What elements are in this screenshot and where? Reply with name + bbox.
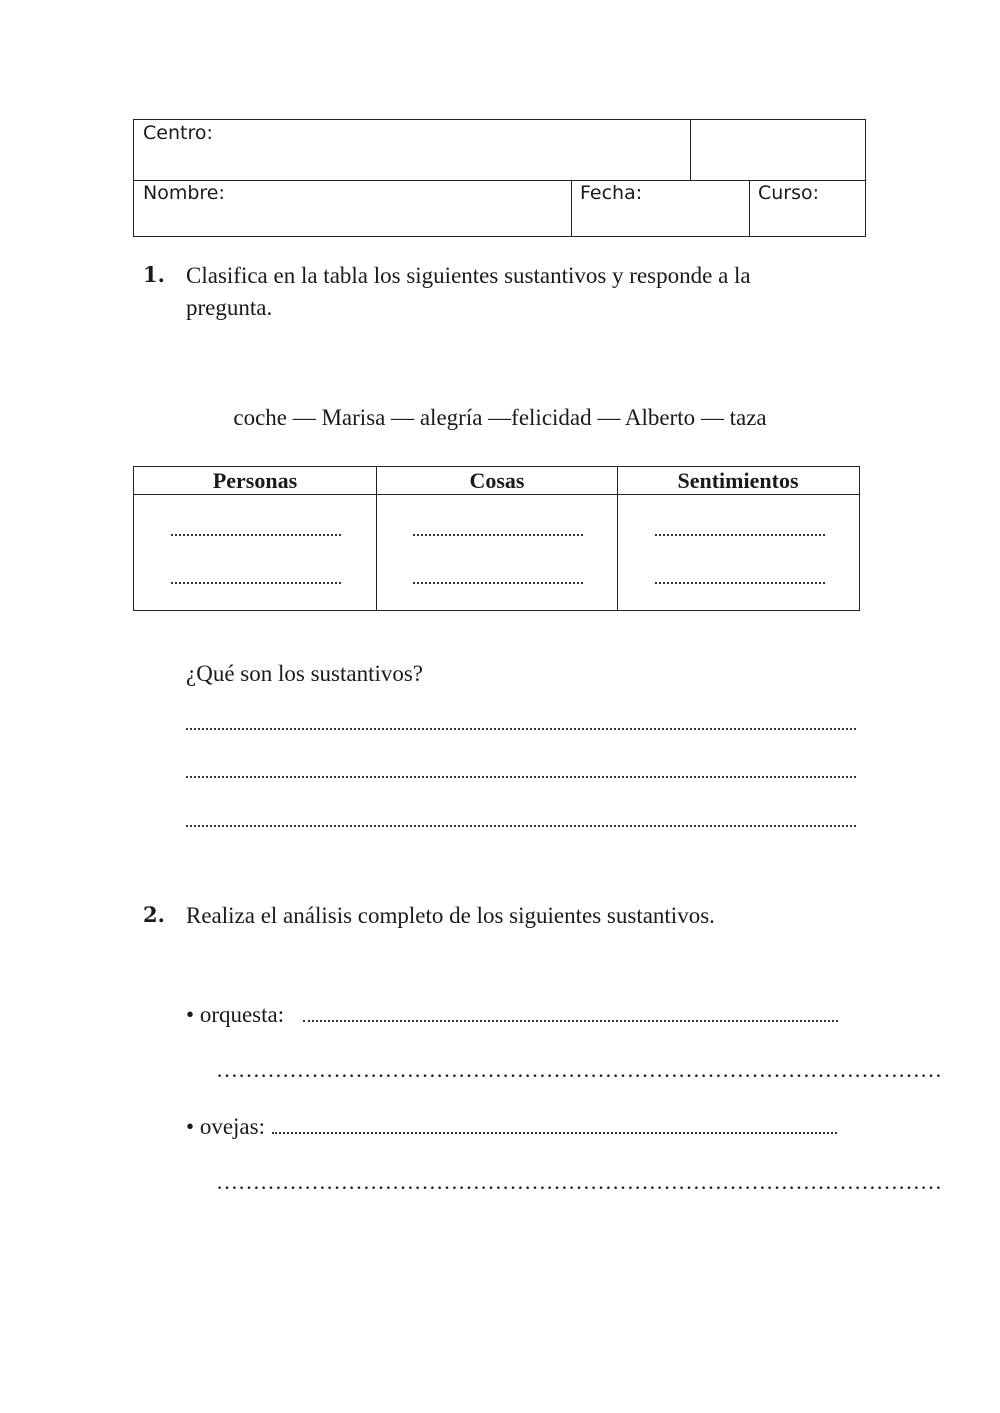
exercise-1-number: 1. — [143, 262, 165, 287]
item-label-orquesta: orquesta: — [199, 1002, 285, 1027]
curso-field[interactable] — [749, 180, 865, 236]
continuation-line-ovejas[interactable]: ……………………………………………………………………………………… — [216, 1169, 942, 1194]
answer-line-1[interactable] — [186, 728, 856, 730]
bullet: • — [186, 1002, 195, 1027]
item-orquesta — [186, 999, 284, 1031]
continuation-line-orquesta[interactable]: ……………………………………………………………………………………… — [216, 1057, 942, 1082]
column-header-personas: Personas — [212, 468, 298, 493]
answer-line-ovejas[interactable] — [272, 1132, 837, 1134]
exercise-2-number: 2. — [143, 902, 165, 927]
bullet: • — [186, 1114, 195, 1139]
answer-blank-personas-1[interactable] — [171, 534, 341, 536]
item-ovejas — [186, 1111, 265, 1143]
question-text: ¿Qué son los sustantivos? — [186, 661, 424, 686]
instruction-line-1: Clasifica en la tabla los siguientes sustantivos y responde a la — [186, 263, 751, 288]
answer-line-2[interactable] — [186, 776, 856, 778]
answer-blank-sentimientos-2[interactable] — [655, 582, 825, 584]
answer-blank-personas-2[interactable] — [171, 582, 341, 584]
word-list: coche — Marisa — alegría —felicidad — Alberto — taza — [233, 405, 767, 430]
classification-table — [133, 466, 860, 611]
curso-label: Curso: — [758, 182, 820, 204]
column-header-cosas: Cosas — [469, 468, 525, 493]
answer-line-orquesta[interactable] — [303, 1020, 838, 1022]
student-info-table — [133, 119, 866, 237]
nombre-label: Nombre: — [143, 182, 225, 204]
column-header-sentimientos: Sentimientos — [677, 468, 799, 493]
nombre-field[interactable] — [134, 180, 571, 236]
exercise-2-instruction: Realiza el análisis completo de los siguientes sustantivos. — [186, 903, 715, 928]
fecha-label: Fecha: — [580, 182, 643, 204]
blank-field[interactable] — [690, 120, 865, 180]
fecha-field[interactable] — [571, 180, 749, 236]
centro-label: Centro: — [143, 122, 213, 144]
item-label-ovejas: ovejas: — [199, 1114, 265, 1139]
centro-field[interactable] — [134, 120, 690, 180]
answer-line-3[interactable] — [186, 825, 856, 827]
instruction-line-2: pregunta. — [186, 295, 273, 320]
exercise-1-instruction — [186, 260, 866, 324]
answer-blank-sentimientos-1[interactable] — [655, 534, 825, 536]
answer-blank-cosas-2[interactable] — [413, 582, 583, 584]
answer-blank-cosas-1[interactable] — [413, 534, 583, 536]
